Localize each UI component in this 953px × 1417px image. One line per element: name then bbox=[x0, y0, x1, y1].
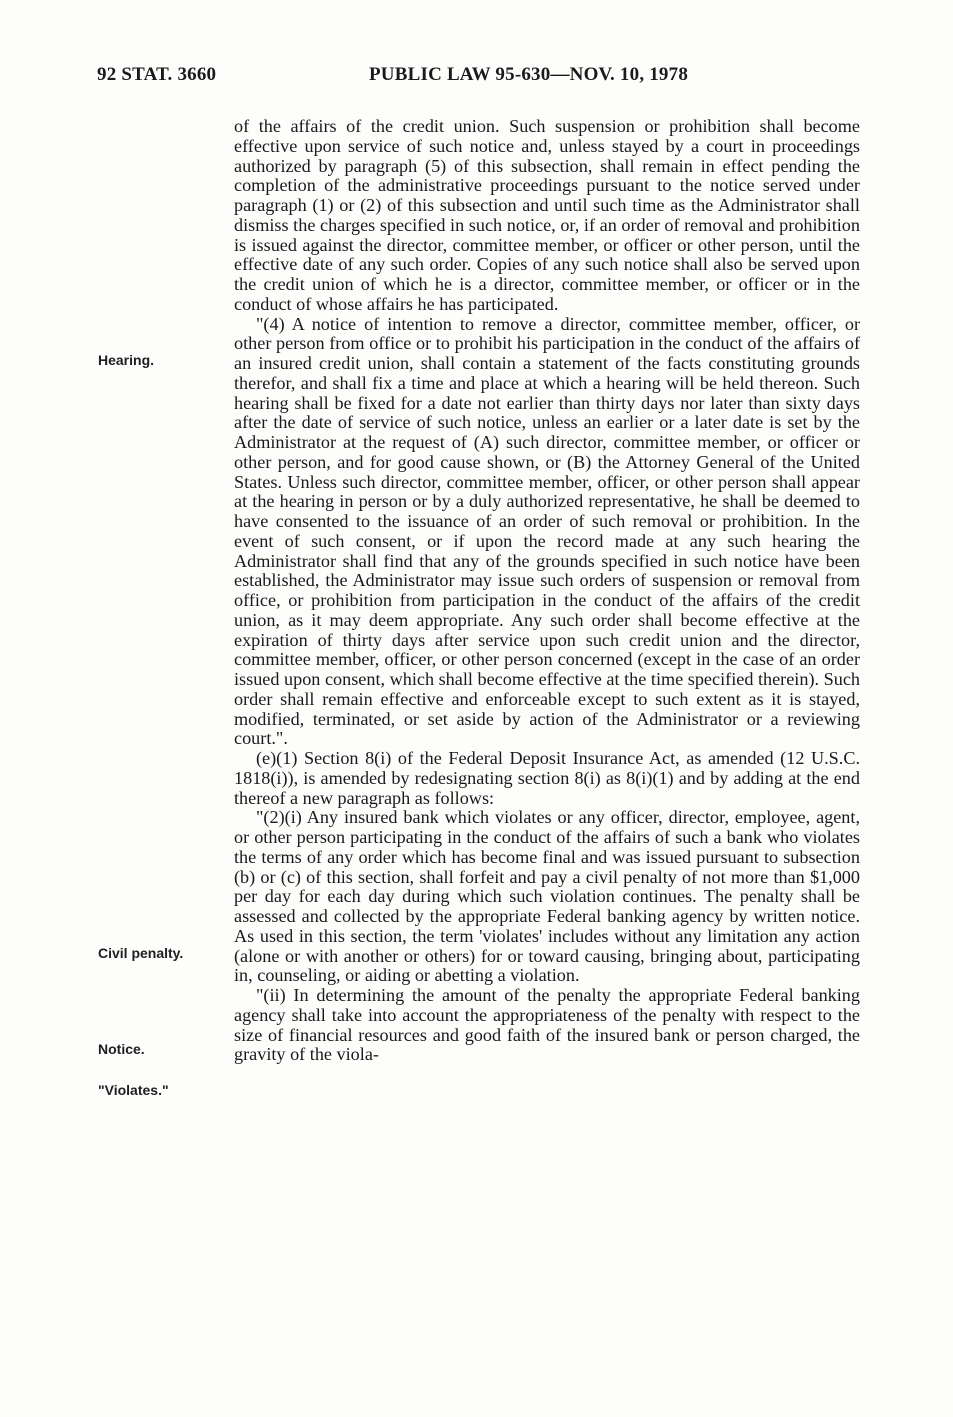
paragraph-2i-civil-penalty: "(2)(i) Any insured bank which violates or any officer, director, employee, agent, or other person participating in the conduct of the affairs of such a bank who violates the terms of any order which has become final and was issued pursuant to subsection (b) or (c) of this section, shall forfeit and pay a civil penalty of not more than $1,000 per day for each day during which such violation continues. The penalty shall be assessed and collected by the appropriate Federal banking agency by written notice. As used in this section, the term 'violates' includes without any limitation any action (alone or with another or others) for or toward causing, bringing about, participating in, counseling, or aiding or abetting a violation. bbox=[234, 807, 860, 986]
statute-page-number: 92 STAT. 3660 bbox=[97, 64, 217, 85]
paragraph-e1-amendment: (e)(1) Section 8(i) of the Federal Deposit Insurance Act, as amended (12 U.S.C. 1818(i)), is amended by redesignating section 8(i) as 8(i)(1) and by adding at the end thereof a new paragraph as follows: bbox=[234, 748, 860, 808]
margin-note-violates: "Violates." bbox=[98, 1082, 169, 1098]
margin-note-notice: Notice. bbox=[98, 1041, 145, 1057]
public-law-title: PUBLIC LAW 95-630—NOV. 10, 1978 bbox=[369, 64, 689, 85]
paragraph-4-notice: "(4) A notice of intention to remove a director, committee member, officer, or other person from office or to prohibit his participation in the conduct of the affairs of an insured credit union, shall contain a statement of the facts constituting grounds therefor, and shall fix a time and place at which a hearing will be held thereon. Such hearing shall be fixed for a date not earlier than thirty days nor later than sixty days after the date of service of such notice, unless an earlier or a later date is set by the Administrator at the request of (A) such director, committee member, or officer or other person, and for good cause shown, or (B) the Attorney General of the United States. Unless such director, committee member, officer, or other person shall appear at the hearing in person or by a duly authorized representative, he shall be deemed to have consented to the issuance of an order of such removal or prohibition. In the event of such consent, or if upon the record made at any such hearing the Administrator shall find that any of the grounds specified in such notice have been established, the Administrator may issue such orders of suspension or removal from office, or prohibition from participation in the conduct of the affairs of the credit union, as it may deem appropriate. Any such order shall become effective at the expiration of thirty days after service upon such credit union and the director, committee member, officer, or other person concerned (except in the case of an order issued upon consent, which shall become effective at the time specified therein). Such order shall remain effective and enforceable except to such extent as it is stayed, modified, terminated, or set aside by action of the Administrator or a reviewing court.". bbox=[234, 313, 860, 749]
paragraph-continued: of the affairs of the credit union. Such suspension or prohibition shall become effective upon service of such notice and, unless stayed by a court in proceedings authorized by paragraph (5) of this subsection, shall remain in effect pending the completion of the administrative proceedings pursuant to the notice served under paragraph (1) or (2) of this subsection and until such time as the Administrator shall dismiss the charges specified in such notice, or, if an order of removal and prohibition is issued against the director, committee member, or officer or other person, until the effective date of any such order. Copies of any such notice shall also be served upon the credit union of which he is a director, committee member, or officer or in the conduct of whose affairs he has participated. bbox=[234, 116, 860, 314]
body-text bbox=[234, 117, 860, 1065]
paragraph-2ii-penalty-amount: "(ii) In determining the amount of the penalty the appropriate Federal banking agency shall take into account the appropriateness of the penalty with respect to the size of financial resources and good faith of the insured bank or person charged, the gravity of the viola- bbox=[234, 985, 860, 1065]
margin-note-hearing: Hearing. bbox=[98, 352, 155, 368]
margin-note-civil-penalty: Civil penalty. bbox=[98, 945, 184, 961]
page-header bbox=[97, 64, 737, 90]
